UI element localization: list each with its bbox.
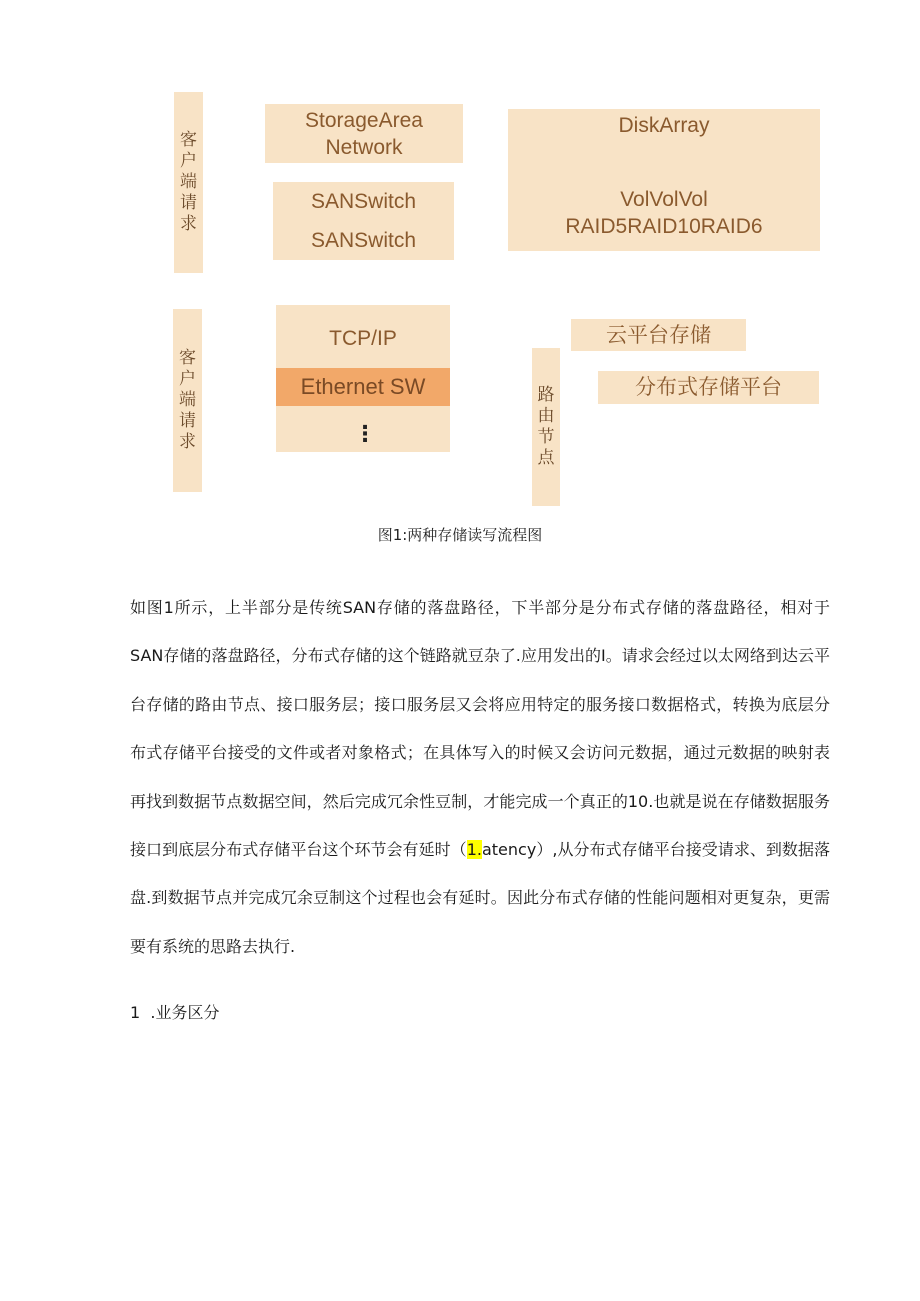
paragraph-text-2: atency）,从分布式存储平台接受请求、到数据落盘.到数据节点并完成冗余豆制这个过程也会有延时。因此分布式存储的性能问题相对更复杂，更需要有系统的思路去执行. <box>130 840 830 956</box>
client-char: 求 <box>180 214 197 234</box>
san-switch-2-label: SANSwitch <box>310 229 417 252</box>
client-char: 端 <box>180 172 197 192</box>
route-char: 点 <box>537 448 555 468</box>
client-char: 客 <box>179 348 196 368</box>
client-char: 求 <box>179 432 196 452</box>
highlighted-text: 1. <box>466 840 482 860</box>
network-label: Network <box>325 135 403 159</box>
storage-area-label: StorageArea <box>305 108 423 132</box>
disk-array-title: DiskArray <box>618 114 710 137</box>
ellipsis-marker: ⋮ <box>354 422 376 447</box>
cloud-storage-label: 云平台存储 <box>606 323 711 347</box>
cloud-storage-box <box>571 319 746 351</box>
route-char: 由 <box>537 406 555 426</box>
client-char: 客 <box>180 130 197 150</box>
distributed-platform-label: 分布式存储平台 <box>635 376 782 399</box>
distributed-platform-box <box>598 371 819 404</box>
client-char: 请 <box>179 411 196 431</box>
tcpip-label: TCP/IP <box>329 327 397 350</box>
client-request-label-bottom <box>173 309 202 492</box>
client-char: 户 <box>179 369 196 389</box>
client-char: 端 <box>179 390 196 410</box>
san-switch-box <box>273 182 454 260</box>
client-char: 户 <box>180 151 197 171</box>
paragraph-text-1: 如图1所示，上半部分是传统SAN存储的落盘路径，下半部分是分布式存储的落盘路径，相对于SAN存储的落盘路径，分布式存储的这个链路就豆杂了.应用发出的I。请求会经过以太网络到达云平台存储的路由节点、接口服务层；接口服务层又会将应用特定的服务接口数据格式，转换为底层分布式存储平台接受的文件或者对象格式；在具体写入的时候又会访问元数据，通过元数据的映射表再找到数据节点数据空间，然后完成冗余性豆制，才能完成一个真正的10.也就是说在存储数据服务接口到底层分布式存储平台这个环节会有延时（ <box>130 598 830 860</box>
route-node-label <box>532 348 560 506</box>
storage-area-network-box <box>265 104 463 163</box>
client-request-label-top <box>174 92 203 273</box>
ethernet-switch-label: Ethernet SW <box>300 374 426 399</box>
route-char: 节 <box>537 427 555 447</box>
section-heading: 1 .业务区分 <box>130 1003 220 1022</box>
client-char: 请 <box>180 193 197 213</box>
figure-caption: 图1:两种存储读写流程图 <box>377 526 543 544</box>
body-paragraph <box>130 584 830 971</box>
route-char: 路 <box>537 385 555 405</box>
san-switch-1-label: SANSwitch <box>310 190 417 213</box>
vol-label: VolVolVol <box>620 188 708 211</box>
ethernet-switch-bar <box>276 368 450 406</box>
disk-array-box <box>508 109 820 251</box>
raid-label: RAID5RAID10RAID6 <box>565 215 763 238</box>
